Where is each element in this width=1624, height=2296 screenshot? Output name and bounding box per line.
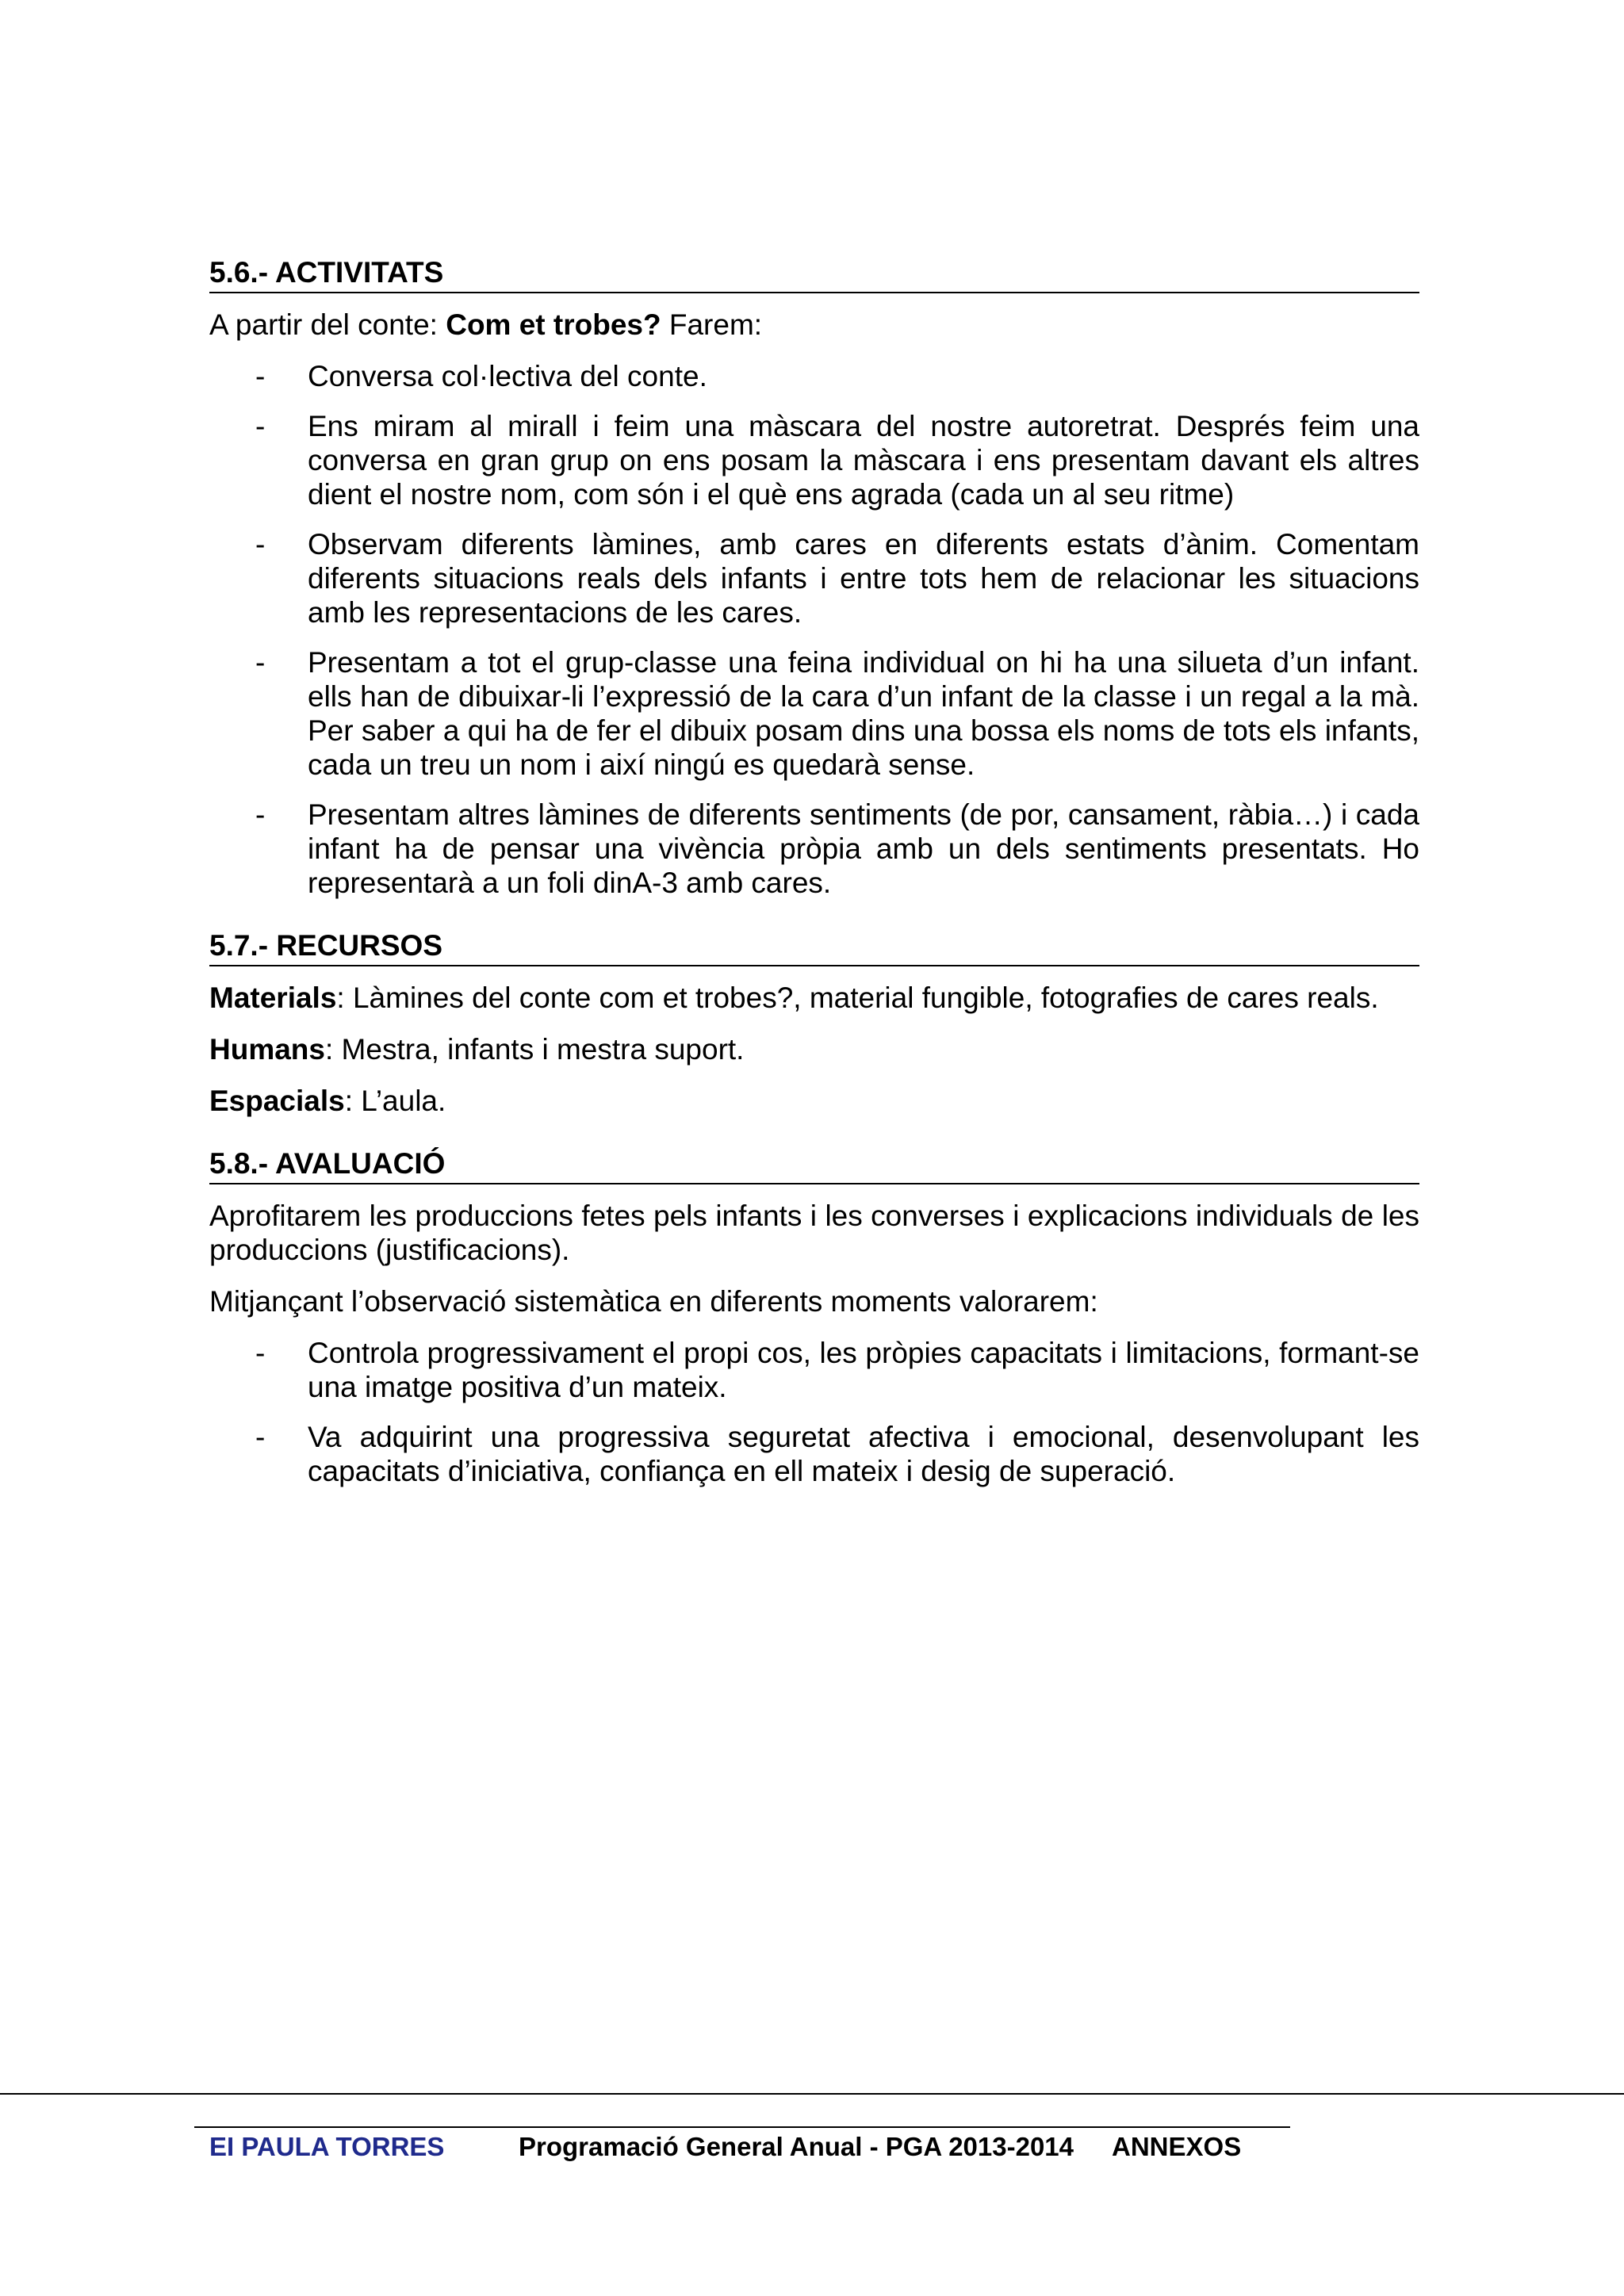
intro-text: A partir del conte: [209, 308, 446, 341]
dash-bullet: - [255, 1421, 266, 1453]
espacials-label: Espacials [209, 1085, 345, 1117]
dash-bullet: - [255, 1337, 266, 1369]
dash-bullet: - [255, 646, 266, 679]
section-heading-activitats: 5.6.- ACTIVITATS [209, 255, 1419, 293]
section-heading-recursos: 5.7.- RECURSOS [209, 928, 1419, 966]
recursos-espacials [209, 1084, 1419, 1118]
materials-text: : Làmines del conte com et trobes?, material fungible, fotografies de cares reals. [336, 982, 1379, 1014]
activitats-list [209, 359, 1419, 900]
avaluacio-paragraph-1: Aprofitarem les produccions fetes pels infants i les converses i explicacions individuals de les produccions (justificacions). [209, 1200, 1419, 1266]
page-footer [209, 2131, 1320, 2163]
activitats-intro [209, 308, 1419, 342]
list-item-text: Controla progressivament el propi cos, les pròpies capacitats i limitacions, formant-se una imatge positiva d’un mateix. [308, 1337, 1419, 1403]
recursos-humans [209, 1032, 1419, 1066]
dash-bullet: - [255, 798, 266, 831]
dash-bullet: - [255, 360, 266, 392]
humans-label: Humans [209, 1033, 325, 1066]
section-heading-avaluacio: 5.8.- AVALUACIÓ [209, 1146, 1419, 1184]
dash-bullet: - [255, 410, 266, 442]
document-body [209, 255, 1419, 1504]
footer-document-title: Programació General Anual - PGA 2013-2014 [519, 2132, 1074, 2161]
footer-school-name: EI PAULA TORRES [209, 2132, 445, 2161]
list-item-text: Observam diferents làmines, amb cares en diferents estats d’ànim. Comentam diferents situacions reals dels infants i entre tots hem de relacionar les situacions amb les representacions de les cares. [308, 528, 1419, 629]
list-item-text: Ens miram al mirall i feim una màscara del nostre autoretrat. Després feim una conversa en gran grup on ens posam la màscara i ens presentam davant els altres dient el nostre nom, com són i el què ens agrada (cada un al seu ritme) [308, 410, 1419, 511]
humans-text: : Mestra, infants i mestra suport. [324, 1033, 745, 1066]
espacials-text: : L’aula. [344, 1085, 446, 1117]
list-item-text: Presentam altres làmines de diferents sentiments (de por, cansament, ràbia…) i cada infant ha de pensar una vivència pròpia amb un dels sentiments presentats. Ho representarà a un foli dinA-3 amb cares. [308, 798, 1419, 899]
list-item [209, 798, 1419, 900]
dash-bullet: - [255, 528, 266, 561]
list-item-text: Conversa col·lectiva del conte. [308, 360, 707, 392]
avaluacio-list [209, 1336, 1419, 1488]
list-item [209, 409, 1419, 511]
list-item [209, 645, 1419, 782]
avaluacio-paragraph-2: Mitjançant l’observació sistemàtica en diferents moments valorarem: [209, 1285, 1098, 1318]
recursos-materials [209, 981, 1419, 1015]
list-item [209, 1336, 1419, 1404]
list-item [209, 359, 1419, 393]
list-item [209, 527, 1419, 629]
footer-annex-label: ANNEXOS [1112, 2132, 1242, 2161]
materials-label: Materials [209, 982, 337, 1014]
story-title: Com et trobes? [446, 308, 661, 341]
list-item-text: Va adquirint una progressiva seguretat afectiva i emocional, desenvolupant les capacitats d’iniciativa, confiança en ell mateix i desig de superació. [308, 1421, 1419, 1487]
footer-divider [0, 2093, 1624, 2095]
list-item [209, 1420, 1419, 1488]
footer-underline [194, 2126, 1290, 2128]
list-item-text: Presentam a tot el grup-classe una feina individual on hi ha una silueta d’un infant. ells han de dibuixar-li l’expressió de la cara d’un infant de la classe i un regal a la mà. Per saber a qui ha de fer el dibuix posam dins una bossa els noms de tots els infants, cada un treu un nom i així ningú es quedarà sense. [308, 646, 1419, 781]
intro-text-end: Farem: [661, 308, 763, 341]
